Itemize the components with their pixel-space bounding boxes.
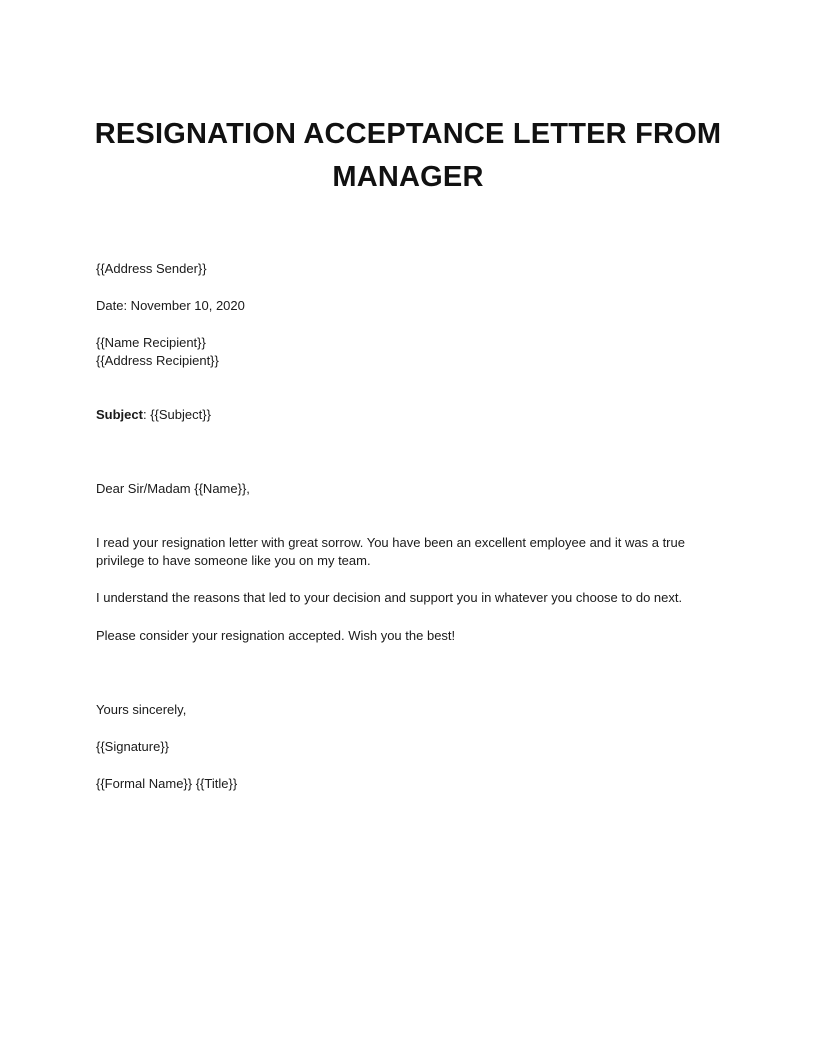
address-recipient: {{Address Recipient}} [96, 353, 219, 368]
subject-line [96, 406, 211, 424]
name-recipient: {{Name Recipient}} [96, 335, 206, 350]
closing: Yours sincerely, [96, 702, 187, 717]
subject-label: Subject [96, 407, 143, 422]
subject-value: : {{Subject}} [142, 407, 211, 422]
document-title: RESIGNATION ACCEPTANCE LETTER FROM MANAGER [94, 118, 722, 193]
letter-date: Date: November 10, 2020 [96, 298, 245, 313]
salutation: Dear Sir/Madam {{Name}}, [96, 481, 250, 496]
body-paragraph: I read your resignation letter with great sorrow. You have been an excellent employee and it was a true privilege to have someone like you on my team. [96, 535, 685, 568]
formal-name-title: {{Formal Name}} {{Title}} [96, 776, 238, 791]
address-sender: {{Address Sender}} [96, 261, 207, 276]
body-paragraph: I understand the reasons that led to your decision and support you in whatever you choose to do next. [96, 590, 683, 605]
body-paragraph: Please consider your resignation accepted. Wish you the best! [96, 628, 456, 643]
signature: {{Signature}} [96, 739, 170, 754]
